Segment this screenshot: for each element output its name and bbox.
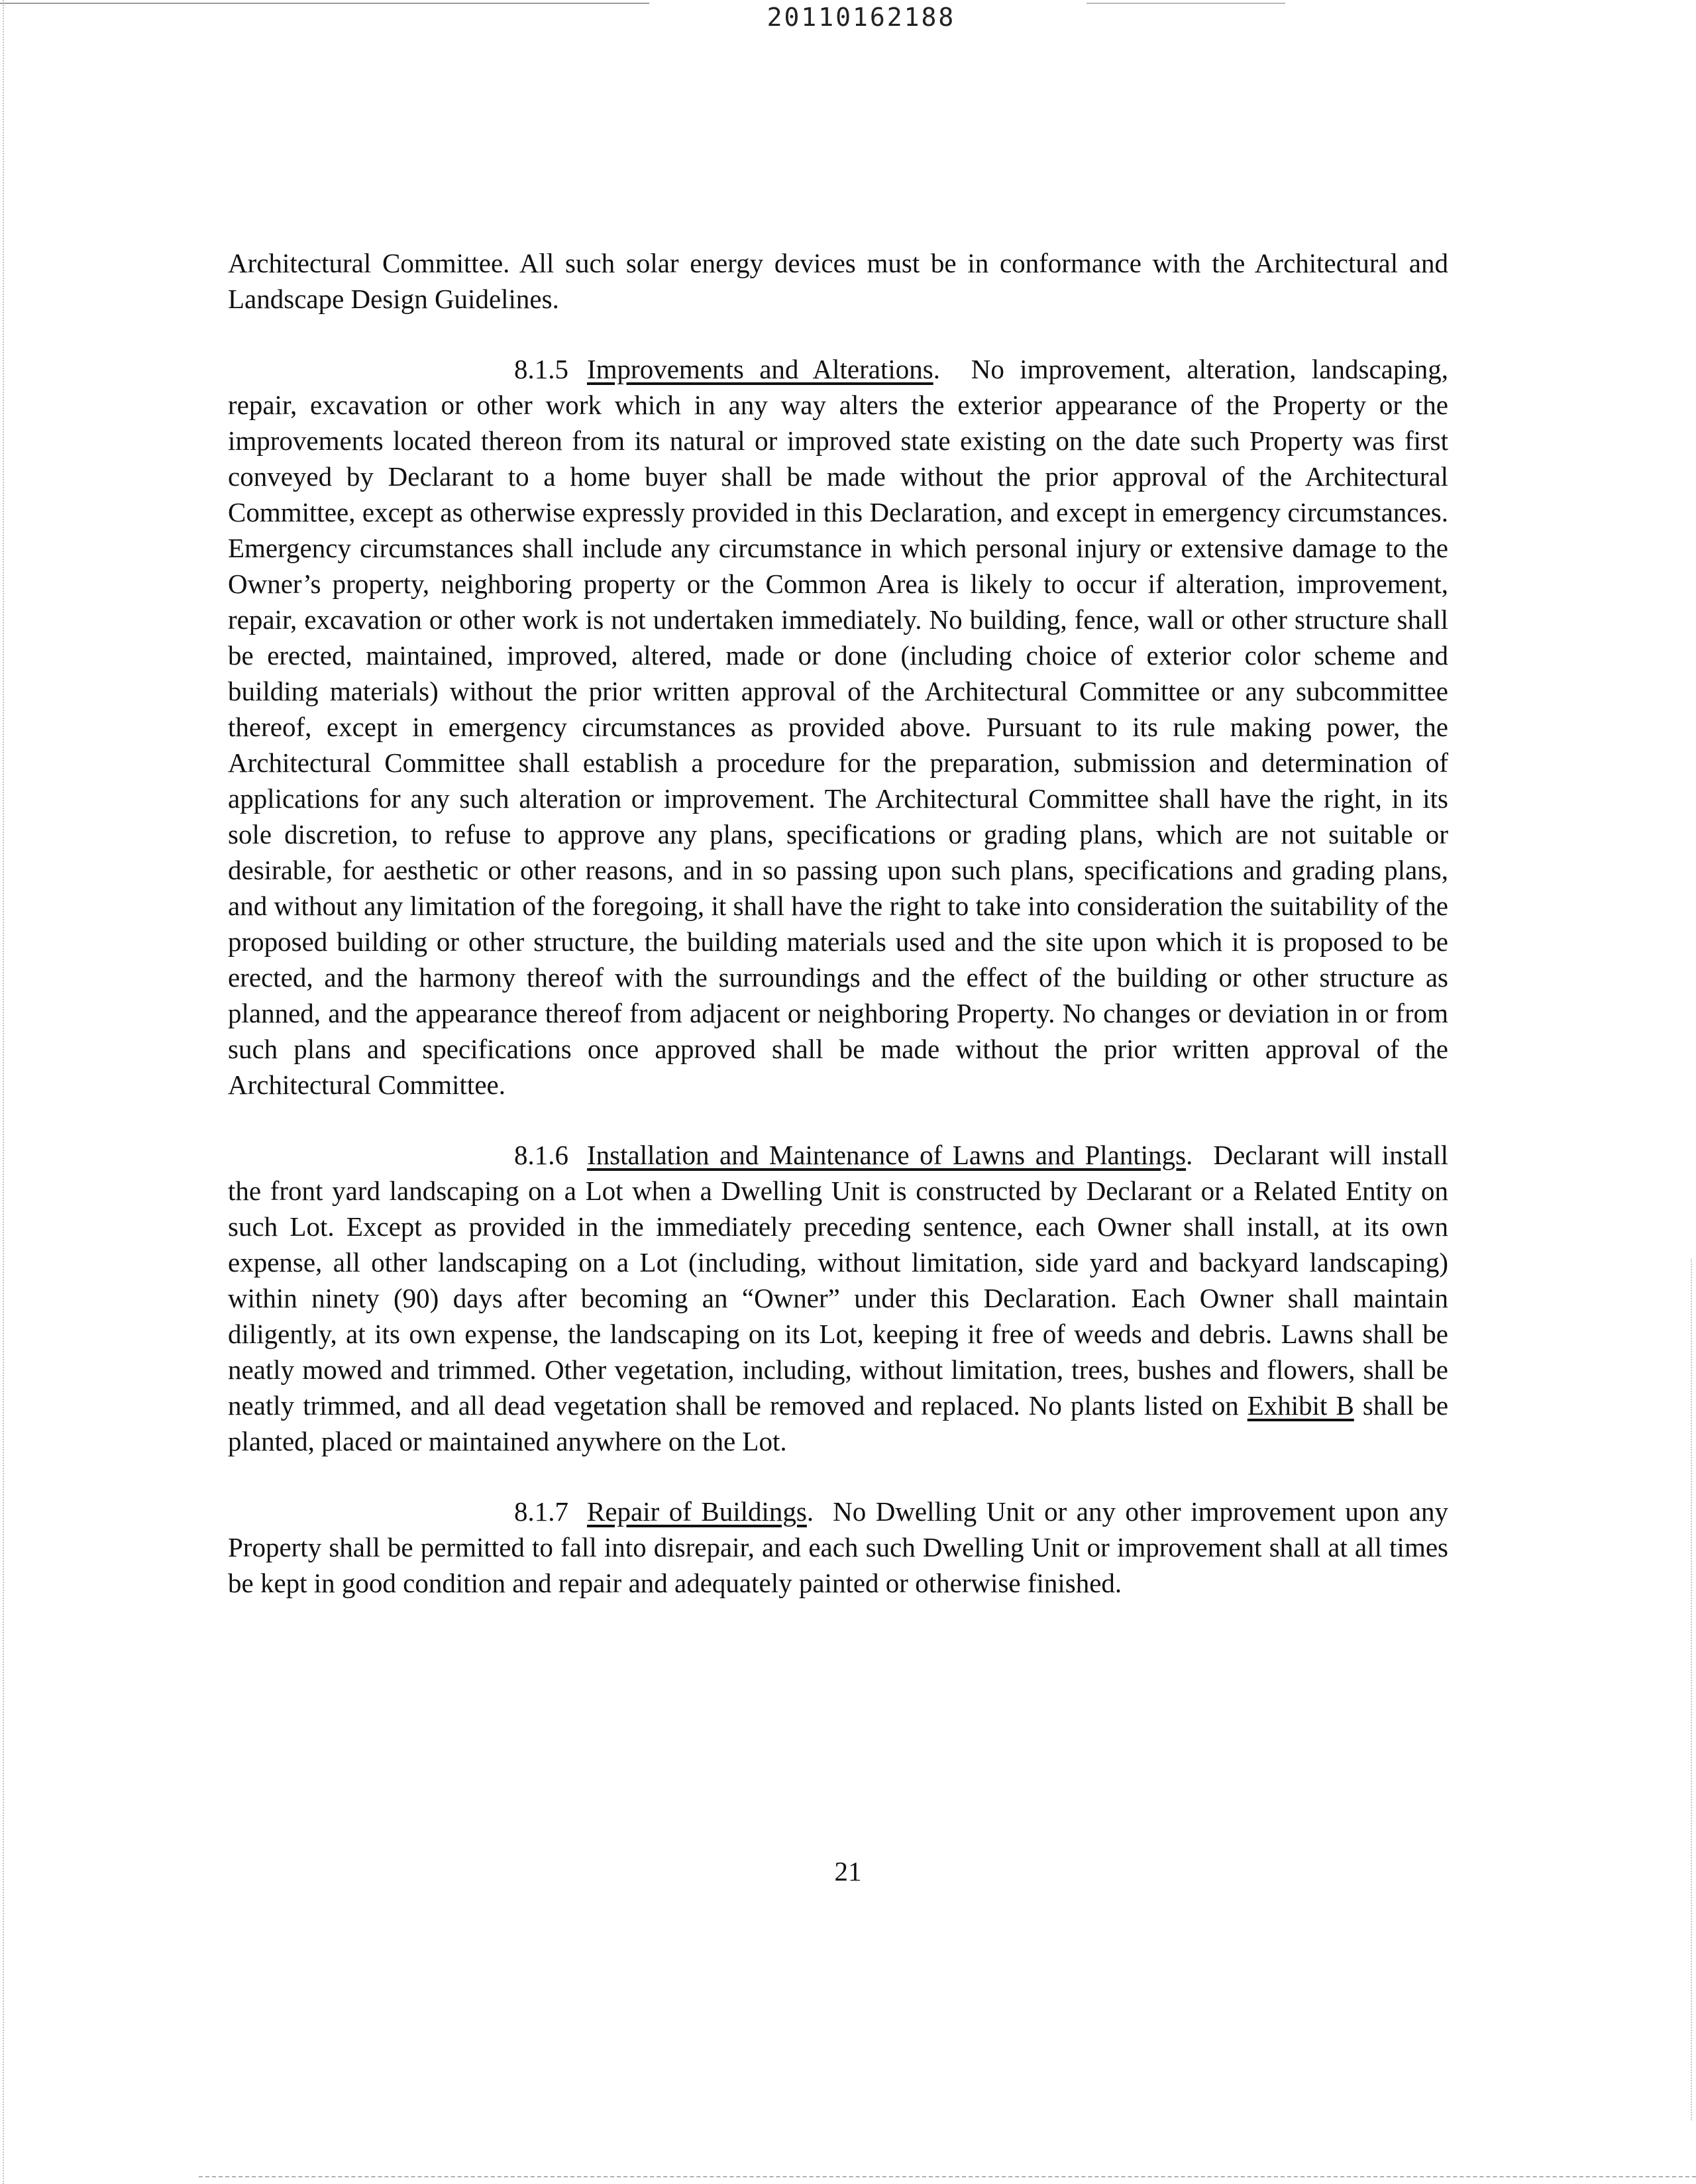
section-8-1-6: 8.1.6 Installation and Maintenance of Lawns and Plantings. Declarant will install the front yard landscaping on a Lot when a Dwelling Unit is constructed by Declarant or a Related Entity on such Lot. Except as provided in the immediately preceding sentence, each Owner shall install, at its own expense, all other landscaping on a Lot (including, without limitation, side yard and backyard landscaping) within ninety (90) days after becoming an “Owner” under this Declaration. Each Owner shall maintain diligently, at its own expense, the landscaping on its Lot, keeping it free of weeds and debris. Lawns shall be neatly mowed and trimmed. Other vegetation, including, without limitation, trees, bushes and flowers, shall be neatly trimmed, and all dead vegetation shall be removed and replaced. No plants listed on Exhibit B shall be planted, placed or maintained anywhere on the Lot. (228, 1140, 1449, 1456)
document-number: 20110162188 (767, 3, 956, 32)
page-body (228, 245, 1448, 1635)
section-body-continued: shall be planted, placed or maintained anywhere on the Lot. (228, 1390, 1449, 1456)
scan-border-left (3, 0, 4, 2184)
paragraph-intro (228, 245, 1448, 317)
section-8-1-5: 8.1.5 Improvements and Alterations. No improvement, alteration, landscaping, repair, excavation or other work which in any way alters the exterior appearance of the Property or the improvements located thereon from its natural or improved state existing on the date such Property was first conveyed by Declarant to a home buyer shall be made without the prior approval of the Architectural Committee, except as otherwise expressly provided in this Declaration, and except in emergency circumstances. Emergency circumstances shall include any circumstance in which personal injury or extensive damage to the Owner’s property, neighboring property or the Common Area is likely to occur if alteration, improvement, repair, excavation or other work is not undertaken immediately. No building, fence, wall or other structure shall be erected, maintained, improved, altered, made or done (including choice of exterior color scheme and building materials) without the prior written approval of the Architectural Committee or any subcommittee thereof, except in emergency circumstances as provided above. Pursuant to its rule making power, the Architectural Committee shall establish a procedure for the preparation, submission and determination of applications for any such alteration or improvement. The Architectural Committee shall have the right, in its sole discretion, to refuse to approve any plans, specifications or grading plans, which are not suitable or desirable, for aesthetic or other reasons, and in so passing upon such plans, specifications and grading plans, and without any limitation of the foregoing, it shall have the right to take into consideration the suitability of the proposed building or other structure, the building materials used and the site upon which it is proposed to be erected, and the harmony thereof with the surroundings and the effect of the building or other structure as planned, and the appearance thereof from adjacent or neighboring Property. No changes or deviation in or from such plans and specifications once approved shall be made without the prior written approval of the Architectural Committee. (228, 354, 1448, 1100)
section-body: No Dwelling Unit or any other improvement upon any Property shall be permitted to fall into disrepair, and each such Dwelling Unit or improvement shall at all times be kept in good condition and repair and adequately painted or otherwise finished. (228, 1496, 1449, 1598)
section-number: 8.1.6 (514, 1140, 568, 1170)
section-body: No improvement, alteration, landscaping, repair, excavation or other work which in any way alters the exterior appearance of the Property or the improvements located thereon from its natural or improved state existing on the date such Property was first conveyed by Declarant to a home buyer shall be made without the prior approval of the Architectural Committee, except as otherwise expressly provided in this Declaration, and except in emergency circumstances. Emergency circumstances shall include any circumstance in which personal injury or extensive damage to the Owner’s property, neighboring property or the Common Area is likely to occur if alteration, improvement, repair, excavation or other work is not undertaken immediately. No building, fence, wall or other structure shall be erected, maintained, improved, altered, made or done (including choice of exterior color scheme and building materials) without the prior written approval of the Architectural Committee or any subcommittee thereof, except in emergency circumstances as provided above. Pursuant to its rule making power, the Architectural Committee shall establish a procedure for the preparation, submission and determination of applications for any such alteration or improvement. The Architectural Committee shall have the right, in its sole discretion, to refuse to approve any plans, specifications or grading plans, which are not suitable or desirable, for aesthetic or other reasons, and in so passing upon such plans, specifications and grading plans, and without any limitation of the foregoing, it shall have the right to take into consideration the suitability of the proposed building or other structure, the building materials used and the site upon which it is proposed to be erected, and the harmony thereof with the surroundings and the effect of the building or other structure as planned, and the appearance thereof from adjacent or neighboring Property. No changes or deviation in or from such plans and specifications once approved shall be made without the prior written approval of the Architectural Committee. (228, 354, 1448, 1100)
section-title: Installation and Maintenance of Lawns and Plantings (587, 1140, 1187, 1170)
paragraph-intro-text: Architectural Committee. All such solar energy devices must be in conformance with the Architectural and Landscape Design Guidelines. (228, 248, 1448, 314)
scan-border-top-left (0, 3, 649, 4)
section-number: 8.1.5 (514, 354, 568, 384)
exhibit-b-reference: Exhibit B (1247, 1390, 1354, 1421)
scan-border-bottom (199, 2176, 1696, 2177)
page-number: 21 (834, 1856, 862, 1886)
section-title: Improvements and Alterations (587, 354, 933, 384)
section-title: Repair of Buildings (587, 1496, 807, 1527)
scan-border-top-right (1086, 3, 1285, 4)
section-body: Declarant will install the front yard landscaping on a Lot when a Dwelling Unit is constructed by Declarant or a Related Entity on such Lot. Except as provided in the immediately preceding sentence, each Owner shall install, at its own expense, all other landscaping on a Lot (including, without limitation, side yard and backyard landscaping) within ninety (90) days after becoming an “Owner” under this Declaration. Each Owner shall maintain diligently, at its own expense, the landscaping on its Lot, keeping it free of weeds and debris. Lawns shall be neatly mowed and trimmed. Other vegetation, including, without limitation, trees, bushes and flowers, shall be neatly trimmed, and all dead vegetation shall be removed and replaced. No plants listed on (228, 1140, 1449, 1421)
section-8-1-7: 8.1.7 Repair of Buildings. No Dwelling Unit or any other improvement upon any Property shall be permitted to fall into disrepair, and each such Dwelling Unit or improvement shall at all times be kept in good condition and repair and adequately painted or otherwise finished. (228, 1496, 1449, 1598)
section-number: 8.1.7 (514, 1496, 568, 1527)
scan-border-right (1691, 1259, 1692, 2120)
